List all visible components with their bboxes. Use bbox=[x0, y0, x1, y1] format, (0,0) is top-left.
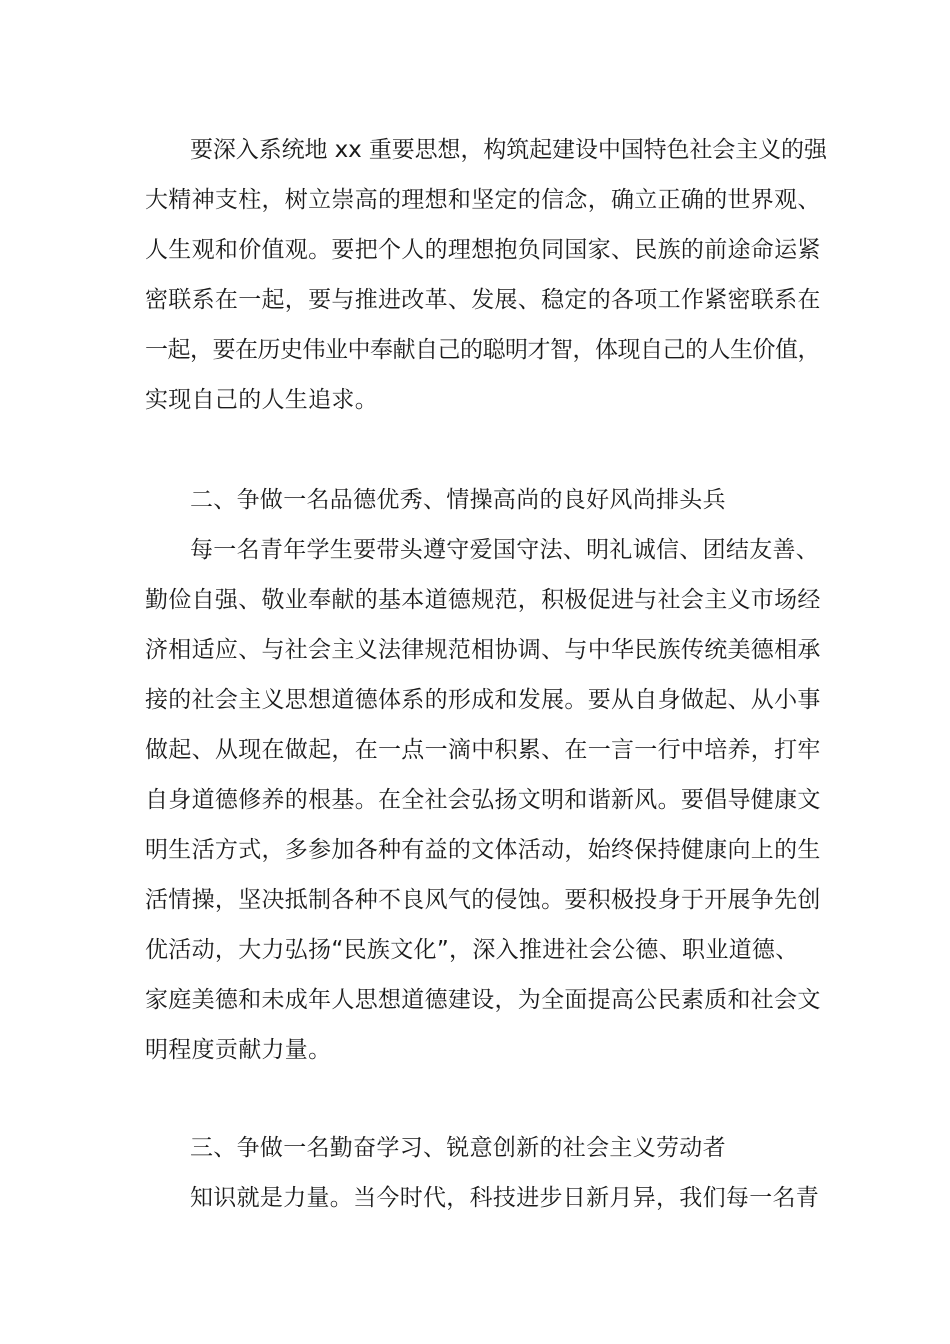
paragraph-2-line-6: 自身道德修养的根基。在全社会弘扬文明和谐新风。要倡导健康文 bbox=[145, 787, 821, 813]
paragraph-2-line-1: 每一名青年学生要带头遵守爱国守法、明礼诚信、团结友善、 bbox=[190, 537, 820, 563]
paragraph-3-line-1: 知识就是力量。当今时代，科技进步日新月异，我们每一名青 bbox=[190, 1185, 820, 1211]
section-heading-3: 三、争做一名勤奋学习、锐意创新的社会主义劳动者 bbox=[190, 1135, 726, 1161]
paragraph-2-line-11: 明程度贡献力量。 bbox=[145, 1037, 332, 1063]
paragraph-1-line-5: 一起，要在历史伟业中奉献自己的聪明才智，体现自己的人生价值， bbox=[145, 337, 820, 363]
paragraph-1-line-4: 密联系在一起，要与推进改革、发展、稳定的各项工作紧密联系在 bbox=[145, 287, 821, 313]
paragraph-2-line-3: 济相适应、与社会主义法律规范相协调、与中华民族传统美德相承 bbox=[145, 637, 821, 663]
paragraph-1-line-1: 要深入系统地 xx 重要思想，构筑起建设中国特色社会主义的强 bbox=[190, 137, 827, 163]
paragraph-2-line-4: 接的社会主义思想道德体系的形成和发展。要从自身做起、从小事 bbox=[145, 687, 821, 713]
paragraph-2-line-5: 做起、从现在做起，在一点一滴中积累、在一言一行中培养，打牢 bbox=[145, 737, 821, 763]
paragraph-1-line-6: 实现自己的人生追求。 bbox=[145, 387, 378, 413]
paragraph-2-line-8: 活情操，坚决抵制各种不良风气的侵蚀。要积极投身于开展争先创 bbox=[145, 887, 821, 913]
paragraph-2-line-7: 明生活方式，多参加各种有益的文体活动，始终保持健康向上的生 bbox=[145, 837, 821, 863]
paragraph-1-line-2: 大精神支柱，树立崇高的理想和坚定的信念，确立正确的世界观、 bbox=[145, 187, 821, 213]
section-heading-2: 二、争做一名品德优秀、情操高尚的良好风尚排头兵 bbox=[190, 487, 726, 513]
paragraph-1-line-3: 人生观和价值观。要把个人的理想抱负同国家、民族的前途命运紧 bbox=[145, 237, 821, 263]
paragraph-2-line-10: 家庭美德和未成年人思想道德建设，为全面提高公民素质和社会文 bbox=[145, 987, 821, 1013]
paragraph-2-line-9: 优活动，大力弘扬“民族文化”，深入推进社会公德、职业道德、 bbox=[145, 937, 799, 963]
paragraph-2-line-2: 勤俭自强、敬业奉献的基本道德规范，积极促进与社会主义市场经 bbox=[145, 587, 821, 613]
